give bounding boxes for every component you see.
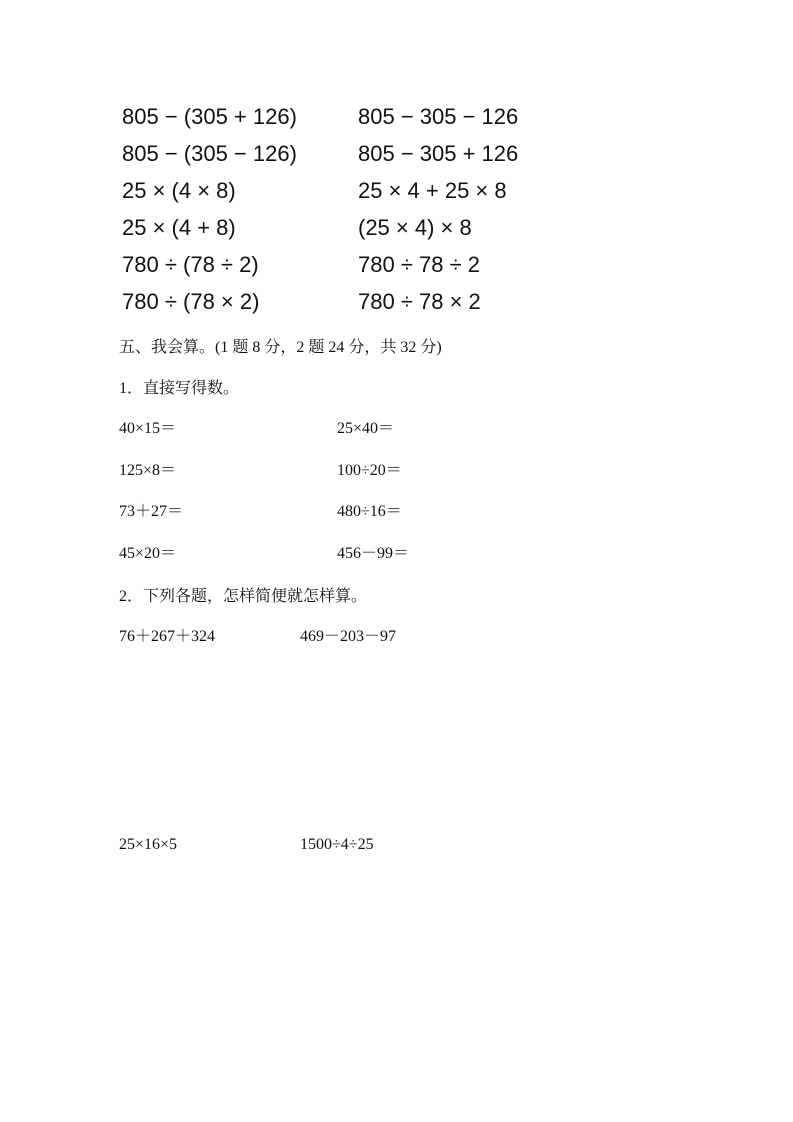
oral-problem: 40×15＝ (119, 420, 177, 437)
comparison-right-expression: 805 − 305 − 126 (358, 104, 519, 129)
oral-problem: 125×8＝ (119, 461, 177, 479)
comparison-row (122, 211, 542, 248)
comparison-right-expression: (25 × 4) × 8 (358, 215, 472, 240)
comparison-row (122, 174, 542, 211)
oral-row (119, 460, 539, 502)
calc-problem: 76＋267＋324 (119, 628, 216, 645)
comparison-right-expression: 780 ÷ 78 × 2 (358, 289, 481, 314)
comparison-left-expression: 25 × (4 × 8) (122, 178, 236, 203)
calc-problem: 25×16×5 (119, 836, 178, 853)
subsection-title-oral: 1．直接写得数。 (119, 380, 240, 397)
comparison-right-expression: 25 × 4 + 25 × 8 (358, 178, 507, 203)
comparison-left-expression: 25 × (4 + 8) (122, 215, 236, 240)
comparison-right-expression: 780 ÷ 78 ÷ 2 (358, 252, 481, 277)
oral-calculation-list (119, 418, 539, 584)
comparison-row (122, 137, 542, 174)
subsection-title-simplify: 2．下列各题，怎样简便就怎样算。 (119, 588, 368, 605)
comparison-left-expression: 780 ÷ (78 × 2) (122, 289, 260, 314)
comparison-row (122, 248, 542, 285)
oral-row (119, 543, 539, 585)
oral-row (119, 418, 539, 460)
comparison-left-expression: 780 ÷ (78 ÷ 2) (122, 252, 259, 277)
oral-problem: 480÷16＝ (337, 503, 402, 520)
calc-problem: 1500÷4÷25 (300, 836, 374, 853)
oral-row (119, 501, 539, 543)
comparison-row (122, 100, 542, 137)
oral-problem: 73＋27＝ (119, 503, 184, 520)
comparison-row (122, 285, 542, 322)
oral-problem: 100÷20＝ (337, 461, 402, 479)
comparison-exercises (122, 100, 542, 322)
oral-problem: 25×40＝ (337, 420, 395, 437)
comparison-left-expression: 805 − (305 + 126) (122, 104, 297, 129)
calc-problem: 469－203－97 (300, 628, 397, 645)
comparison-left-expression: 805 − (305 − 126) (122, 141, 297, 166)
oral-problem: 45×20＝ (119, 544, 177, 562)
comparison-right-expression: 805 − 305 + 126 (358, 141, 519, 166)
oral-problem: 456－99＝ (337, 544, 410, 562)
section-title: 五、我会算。(1 题 8 分，2 题 24 分，共 32 分) (119, 339, 442, 356)
